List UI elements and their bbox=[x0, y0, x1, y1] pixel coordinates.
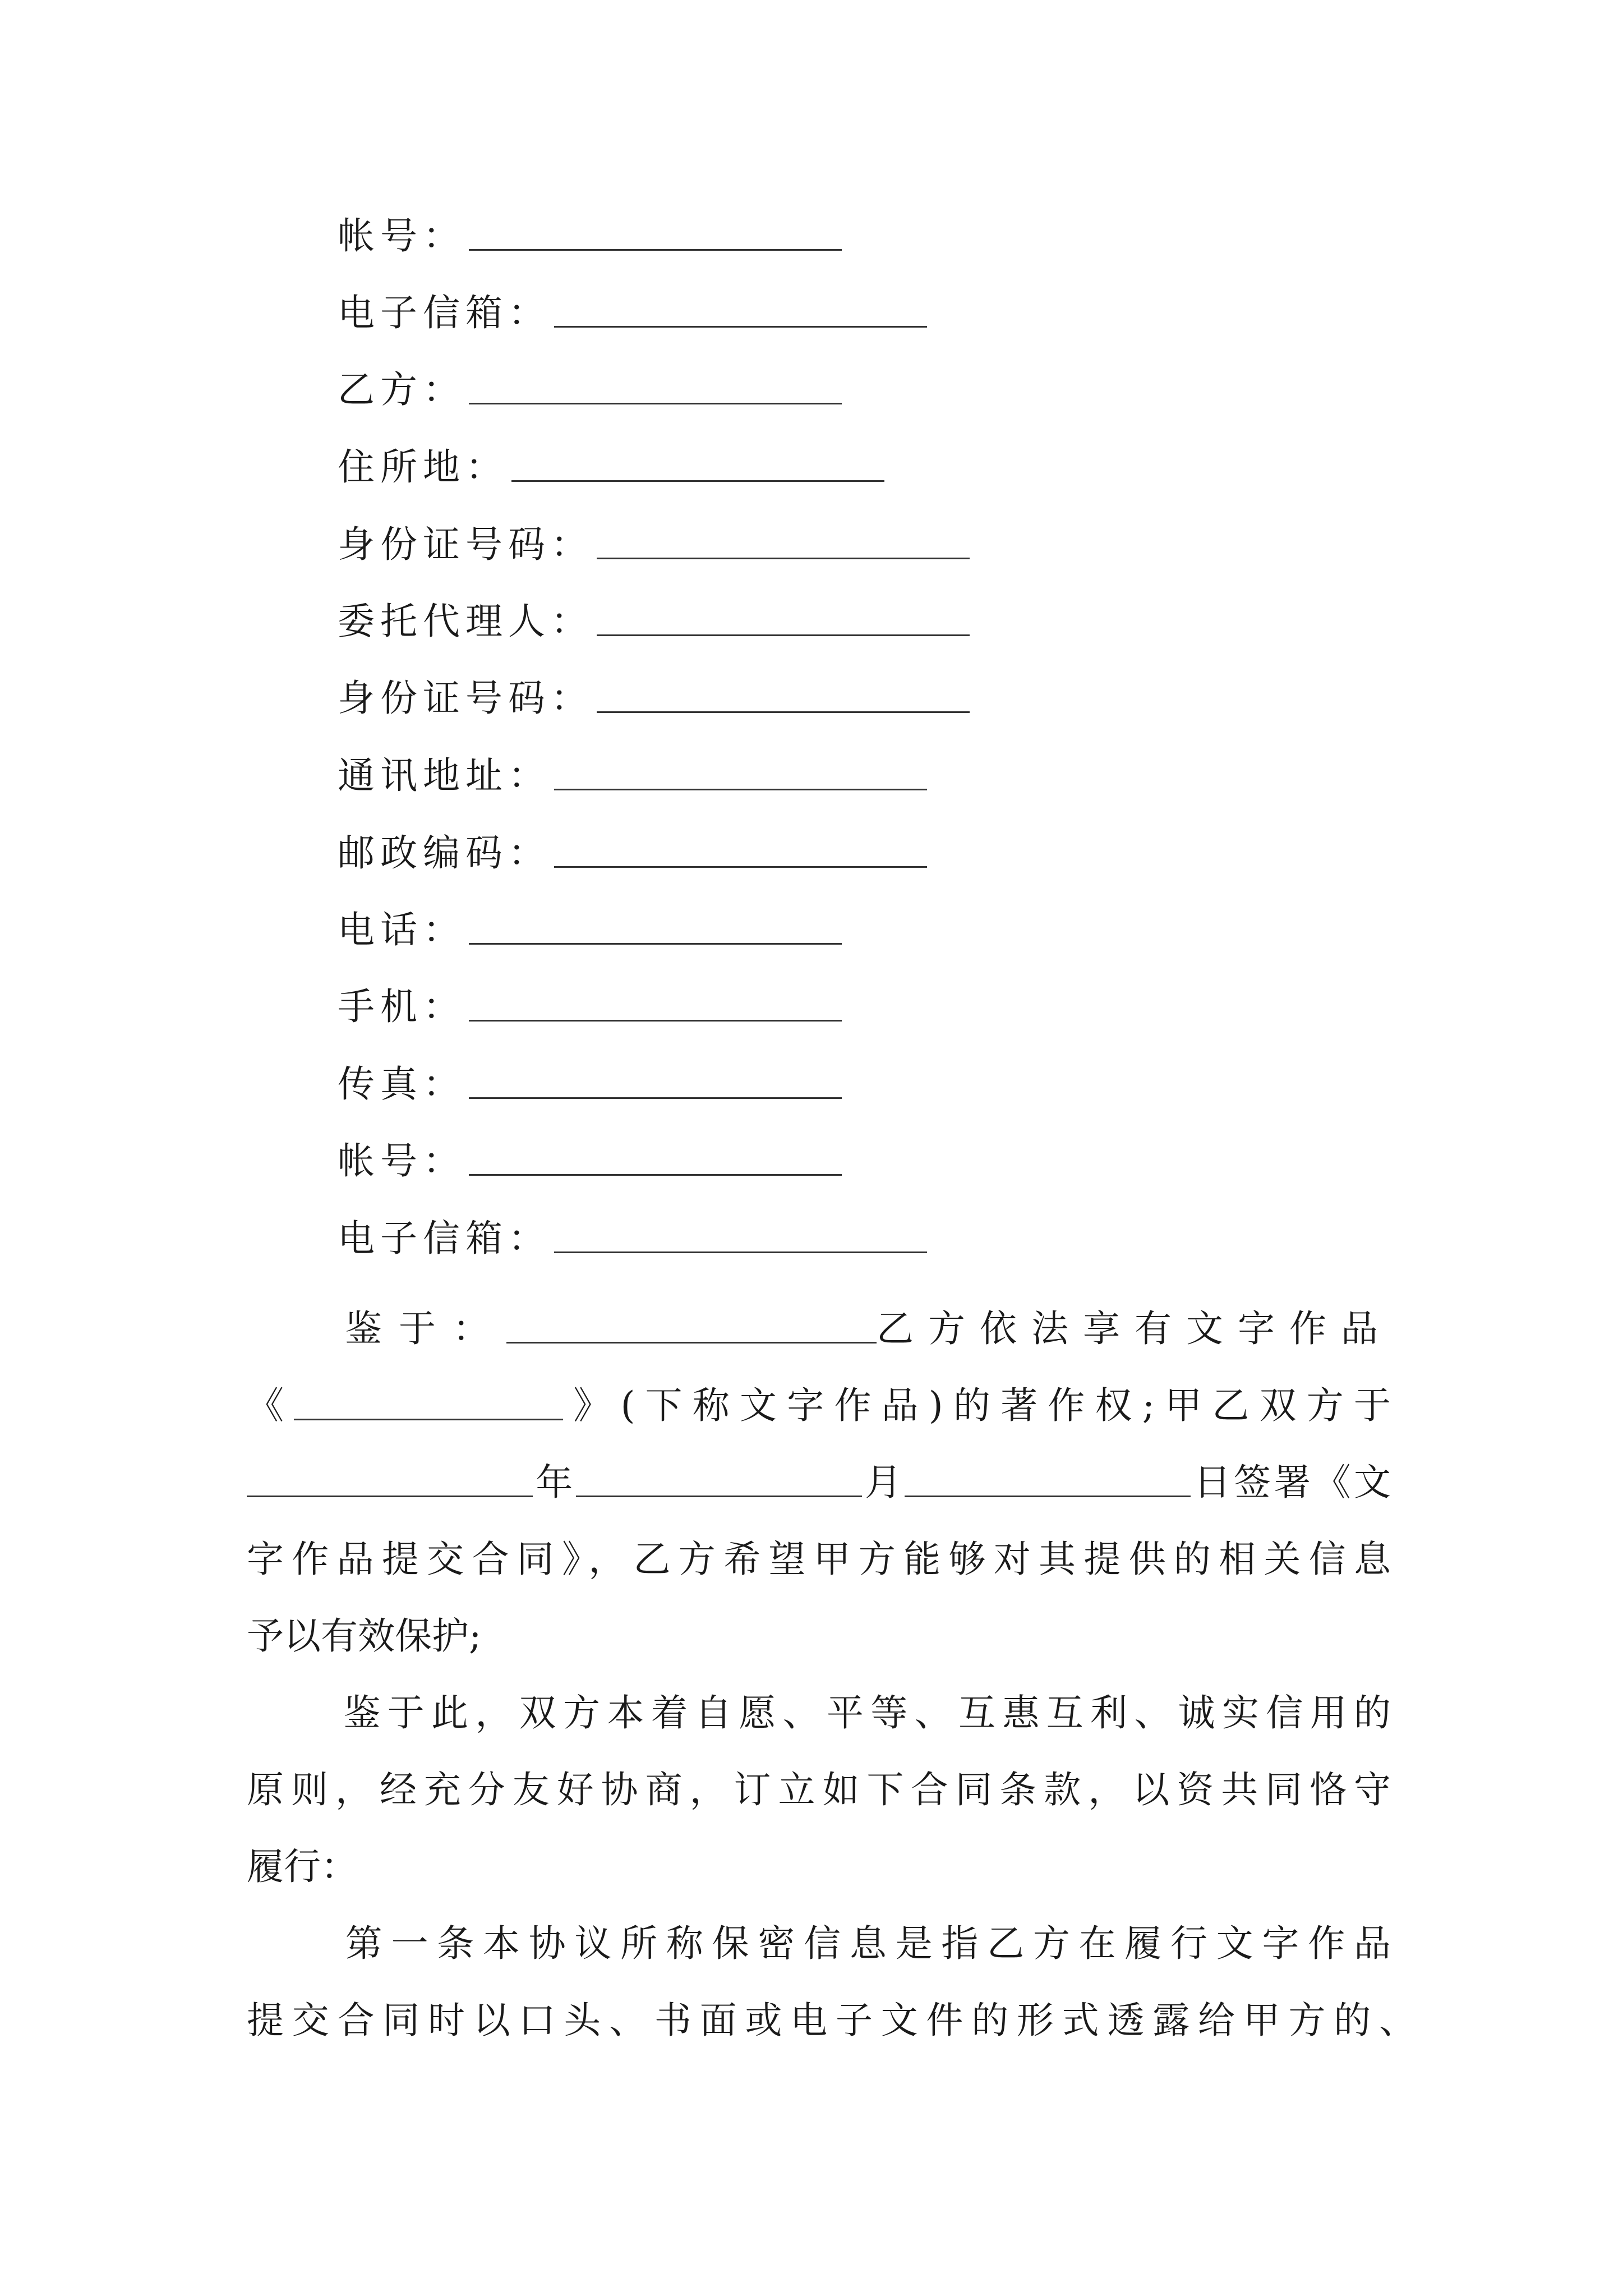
paragraph-principles-line-3 bbox=[247, 1828, 1391, 1905]
fill-in-blank bbox=[469, 1097, 842, 1099]
fill-in-blank bbox=[554, 866, 927, 868]
text-month: 月 bbox=[861, 1461, 905, 1504]
text-line: 字作品提交合同》，乙方希望甲方能够对其提供的相关信息 bbox=[247, 1538, 1391, 1581]
field-label: 住所地： bbox=[338, 445, 508, 489]
field-phone bbox=[338, 908, 842, 979]
text-year: 年 bbox=[533, 1461, 576, 1504]
field-label: 委托代理人： bbox=[338, 600, 593, 643]
paragraph-whereas-line-3 bbox=[247, 1444, 1391, 1521]
text-line: 第一条本协议所称保密信息是指乙方在履行文字作品 bbox=[336, 1922, 1391, 1965]
paragraph-article-1-line-1 bbox=[247, 1905, 1391, 1982]
field-label: 身份证号码： bbox=[338, 677, 593, 720]
field-label: 通讯地址： bbox=[338, 754, 551, 797]
fill-in-blank bbox=[597, 558, 970, 559]
field-label: 传真： bbox=[338, 1062, 465, 1106]
fill-in-blank bbox=[469, 1174, 842, 1176]
fill-in-blank bbox=[597, 711, 970, 713]
fill-in-blank bbox=[576, 1496, 862, 1497]
field-label: 电话： bbox=[338, 908, 465, 951]
field-label: 手机： bbox=[338, 985, 465, 1028]
field-label: 电子信箱： bbox=[338, 291, 551, 334]
field-id-number-2 bbox=[338, 677, 970, 747]
field-mailing-address bbox=[338, 754, 927, 825]
paragraph-article-1-line-2 bbox=[247, 1982, 1416, 2059]
fill-in-blank bbox=[554, 1251, 927, 1253]
fill-in-blank bbox=[554, 326, 927, 328]
field-account-2 bbox=[338, 1139, 842, 1210]
field-email-2 bbox=[338, 1217, 927, 1287]
fill-in-blank bbox=[506, 1342, 877, 1343]
fill-in-blank bbox=[554, 789, 927, 790]
field-id-number-1 bbox=[338, 523, 970, 593]
fill-in-blank bbox=[469, 249, 842, 251]
paragraph-whereas-line-4 bbox=[247, 1521, 1391, 1598]
field-label: 身份证号码： bbox=[338, 523, 593, 566]
field-label: 帐号： bbox=[338, 214, 465, 257]
fill-in-blank bbox=[905, 1496, 1191, 1497]
text-line: 鉴于此，双方本着自愿、平等、互惠互利、诚实信用的 bbox=[336, 1691, 1391, 1734]
paragraph-whereas-line-2 bbox=[247, 1367, 1391, 1444]
field-label: 邮政编码： bbox=[338, 831, 551, 875]
field-postal-code bbox=[338, 831, 927, 902]
paragraph-whereas-line-1 bbox=[247, 1290, 1391, 1367]
fill-in-blank bbox=[469, 1020, 842, 1022]
field-residence bbox=[338, 445, 884, 516]
text-line: 日签署《文 bbox=[1191, 1461, 1391, 1504]
field-mobile bbox=[338, 985, 842, 1056]
field-account-1 bbox=[338, 214, 842, 285]
field-agent bbox=[338, 600, 970, 670]
text-line: 《 bbox=[247, 1384, 294, 1427]
fill-in-blank bbox=[247, 1496, 533, 1497]
fill-in-blank bbox=[469, 943, 842, 945]
paragraph-principles-line-1 bbox=[247, 1674, 1391, 1751]
text-line: 履行： bbox=[247, 1845, 358, 1888]
fill-in-blank bbox=[597, 634, 970, 636]
paragraph-whereas-line-5 bbox=[247, 1598, 1391, 1674]
field-label: 电子信箱： bbox=[338, 1217, 551, 1260]
field-email-1 bbox=[338, 291, 927, 362]
text-line: 提交合同时以口头、书面或电子文件的形式透露给甲方的、 bbox=[247, 1999, 1416, 2042]
text-line: 乙方依法享有文字作品 bbox=[877, 1307, 1393, 1350]
text-line: 原则，经充分友好协商，订立如下合同条款，以资共同恪守 bbox=[247, 1768, 1391, 1811]
fill-in-blank bbox=[511, 480, 884, 482]
fill-in-blank bbox=[294, 1419, 563, 1420]
text-whereas: 鉴于： bbox=[345, 1307, 506, 1350]
field-label: 乙方： bbox=[338, 368, 465, 411]
field-party-b bbox=[338, 368, 842, 439]
text-line: 予以有效保护; bbox=[247, 1614, 482, 1658]
text-line: 》(下称文字作品)的著作权;甲乙双方于 bbox=[563, 1384, 1391, 1427]
field-fax bbox=[338, 1062, 842, 1133]
fill-in-blank bbox=[469, 403, 842, 404]
field-label: 帐号： bbox=[338, 1139, 465, 1182]
paragraph-principles-line-2 bbox=[247, 1751, 1391, 1828]
